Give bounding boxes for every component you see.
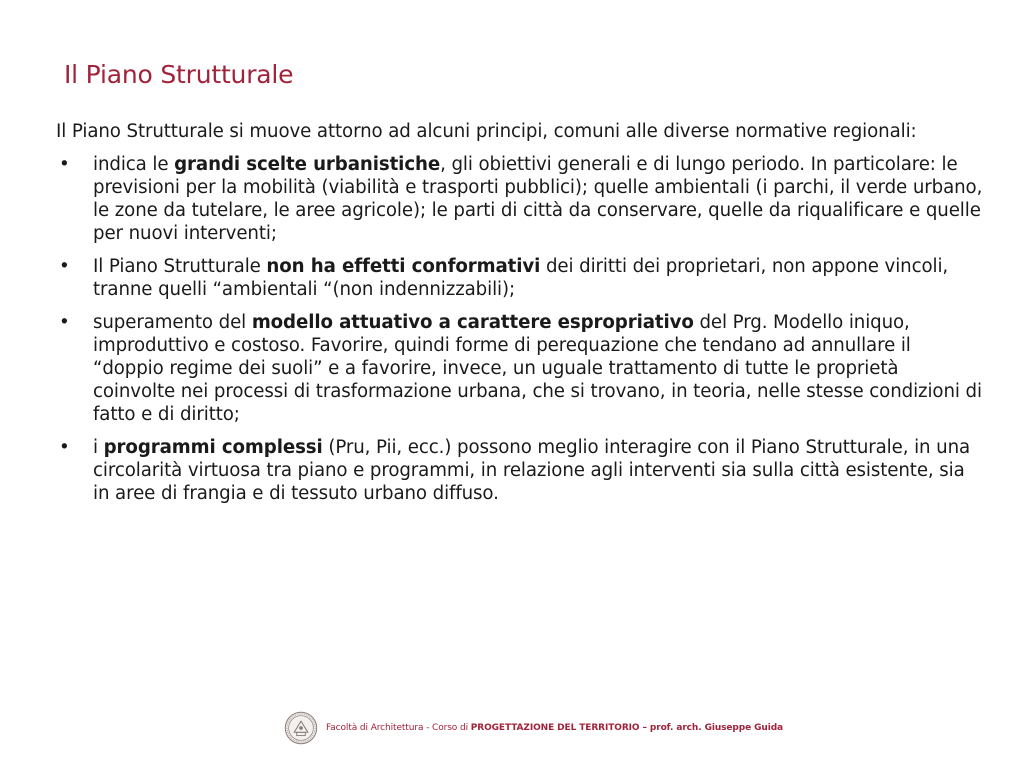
- bullet-item-4: [56, 436, 986, 505]
- footer-course-title: PROGETTAZIONE DEL TERRITORIO – prof. arch. Giuseppe Guida: [470, 723, 784, 733]
- bullet-item-1: [56, 153, 986, 245]
- university-seal-icon: [284, 711, 318, 745]
- bullet-icon: •: [59, 256, 70, 277]
- bullet-bold-text: grandi scelte urbanistiche: [174, 154, 441, 175]
- bullet-item-3: [56, 311, 986, 426]
- footer-text: [326, 723, 783, 733]
- bullet-text-before: indica le: [93, 154, 175, 175]
- bullet-icon: •: [59, 437, 70, 458]
- bullet-icon: •: [59, 312, 70, 333]
- bullet-bold-text: modello attuativo a carattere espropriativo: [251, 312, 694, 333]
- bullet-text-before: superamento del: [93, 312, 252, 333]
- bullet-bold-text: non ha effetti conformativi: [266, 256, 541, 277]
- bullet-text-after: , gli obiettivi generali e di lungo periodo. In particolare: le previsioni per la mobilità (viabilità e trasporti pubblici); quelle ambientali (i parchi, il verde urbano, le zone da tutelare, le aree agricole); le parti di città da conservare, quelle da riqualificare e quelle per nuovi interventi;: [93, 154, 983, 244]
- bullet-text-after: dei diritti dei proprietari, non appone vincoli, tranne quelli “ambientali “(non indennizzabili);: [93, 256, 949, 300]
- slide-body: [56, 120, 986, 515]
- bullet-item-2: [56, 255, 986, 301]
- footer-course-prefix: Facoltà di Architettura - Corso di: [326, 723, 471, 733]
- bullet-text-before: i: [93, 437, 104, 458]
- bullet-text-after: del Prg. Modello iniquo, improduttivo e costoso. Favorire, quindi forme di perequazione che tendano ad annullare il “doppio regime dei suoli” e a favorire, invece, un uguale trattamento di tutte le proprietà coinvolte nei processi di trasformazione urbana, che si trovano, in teoria, nelle stesse condizioni di fatto e di diritto;: [93, 312, 982, 425]
- bullet-text-before: Il Piano Strutturale: [93, 256, 267, 277]
- bullet-bold-text: programmi complessi: [103, 437, 323, 458]
- intro-paragraph: Il Piano Strutturale si muove attorno ad alcuni principi, comuni alle diverse normative regionali:: [56, 121, 917, 142]
- slide-title: Il Piano Strutturale: [64, 60, 294, 89]
- bullet-icon: •: [59, 154, 70, 175]
- bullet-text-after: (Pru, Pii, ecc.) possono meglio interagire con il Piano Strutturale, in una circolarità virtuosa tra piano e programmi, in relazione agli interventi sia sulla città esistente, sia in aree di frangia e di tessuto urbano diffuso.: [93, 437, 971, 504]
- footer: [284, 708, 824, 748]
